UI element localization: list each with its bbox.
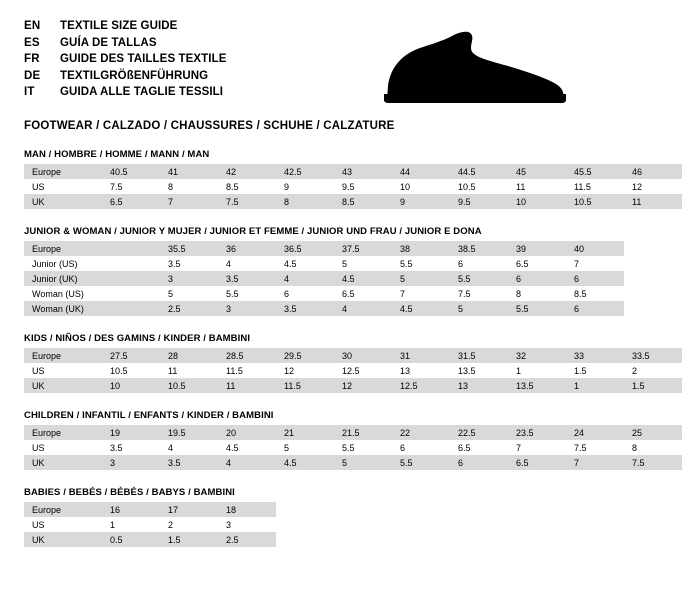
- size-cell: 25: [624, 425, 682, 440]
- size-cell: 4.5: [284, 258, 297, 269]
- row-label: UK: [24, 378, 102, 393]
- size-cell: 12.5: [392, 378, 450, 393]
- table-row: [24, 455, 682, 470]
- row-label: US: [32, 442, 45, 453]
- size-cell: 4.5: [276, 455, 334, 470]
- language-title: GUIDE DES TAILLES TEXTILE: [60, 53, 227, 65]
- table-row: [24, 241, 624, 256]
- size-cell: 27.5: [102, 348, 160, 363]
- size-cell: 7.5: [574, 442, 587, 453]
- table-row: [24, 425, 682, 440]
- size-cell: 5.5: [342, 442, 355, 453]
- size-table: [24, 164, 682, 209]
- size-cell: 12: [334, 378, 392, 393]
- row-label: Woman (UK): [24, 301, 102, 316]
- size-cell: 7.5: [110, 181, 123, 192]
- language-code: EN: [24, 20, 41, 32]
- size-cell: 28.5: [218, 348, 276, 363]
- size-cell: 8: [632, 442, 638, 453]
- size-cell: 1: [566, 378, 624, 393]
- row-label: Woman (US): [32, 288, 84, 299]
- size-cell: 8: [516, 288, 522, 299]
- size-cell: 22: [392, 425, 450, 440]
- table-row: [24, 301, 624, 316]
- table-row: [24, 179, 682, 194]
- size-cell: 7.5: [458, 288, 471, 299]
- size-cell: 11: [168, 365, 178, 376]
- size-cell: 6.5: [102, 194, 160, 209]
- size-cell: 8.5: [226, 181, 239, 192]
- document-header: [24, 18, 576, 106]
- size-cell: 5: [342, 258, 348, 269]
- size-cell: 20: [218, 425, 276, 440]
- size-cell: 3.5: [276, 301, 334, 316]
- size-cell: 8: [276, 194, 334, 209]
- row-label: Europe: [24, 164, 102, 179]
- size-cell: 44: [392, 164, 450, 179]
- size-cell: 11: [516, 181, 526, 192]
- size-cell: 9: [284, 181, 290, 192]
- size-cell: 40.5: [102, 164, 160, 179]
- size-group-title: CHILDREN / INFANTIL / ENFANTS / KINDER / BAMBINI: [24, 410, 274, 421]
- row-label: US: [32, 181, 45, 192]
- language-title: TEXTILGRÖßENFÜHRUNG: [60, 69, 209, 82]
- size-cell: 6.5: [516, 258, 529, 269]
- size-cell: 22.5: [450, 425, 508, 440]
- size-cell: 18: [218, 502, 276, 517]
- row-label: UK: [24, 455, 102, 470]
- table-row: [24, 378, 682, 393]
- size-cell: 43: [334, 164, 392, 179]
- size-cell: 21: [276, 425, 334, 440]
- size-cell: 5: [450, 301, 508, 316]
- size-cell: 45.5: [566, 164, 624, 179]
- size-cell: 3.5: [218, 271, 276, 286]
- size-cell: 5: [168, 288, 174, 299]
- row-label: Junior (UK): [24, 271, 102, 286]
- size-table: [24, 241, 624, 316]
- size-cell: 3: [226, 519, 232, 530]
- language-title: GUÍA DE TALLAS: [60, 36, 157, 49]
- size-table: [24, 348, 682, 393]
- size-cell: 6: [400, 442, 406, 453]
- size-cell: 38: [392, 241, 450, 256]
- size-cell: 36.5: [276, 241, 334, 256]
- size-cell: 8: [168, 181, 174, 192]
- size-cell: 5.5: [392, 455, 450, 470]
- size-cell: 6: [284, 288, 290, 299]
- size-cell: 42: [218, 164, 276, 179]
- size-cell: 7.5: [218, 194, 276, 209]
- language-code: ES: [24, 36, 40, 49]
- row-label: Europe: [24, 241, 102, 256]
- table-row: [24, 194, 682, 209]
- size-cell: 4.5: [392, 301, 450, 316]
- language-row: [24, 18, 227, 35]
- size-cell: 5: [284, 442, 290, 453]
- size-cell: 4: [218, 455, 276, 470]
- size-group: [24, 487, 576, 547]
- size-cell: 30: [334, 348, 392, 363]
- size-cell: 3: [160, 271, 218, 286]
- size-cell: 2: [168, 519, 174, 530]
- size-cell: 5.5: [450, 271, 508, 286]
- size-cell: 36: [218, 241, 276, 256]
- language-row: [24, 51, 227, 68]
- size-cell: 17: [160, 502, 218, 517]
- language-title: TEXTILE SIZE GUIDE: [60, 20, 178, 32]
- size-cell: 8.5: [334, 194, 392, 209]
- size-cell: 1.5: [160, 532, 218, 547]
- language-row: [24, 35, 227, 52]
- language-title-list: [24, 18, 227, 101]
- size-cell: 12.5: [342, 365, 360, 376]
- size-cell: 2.5: [218, 532, 276, 547]
- size-cell: 33: [566, 348, 624, 363]
- size-cell: 3.5: [160, 455, 218, 470]
- size-cell: 1: [516, 365, 522, 376]
- language-row: [24, 68, 227, 85]
- size-cell: 39: [508, 241, 566, 256]
- size-cell: 16: [102, 502, 160, 517]
- row-label: UK: [24, 194, 102, 209]
- table-row: [24, 532, 276, 547]
- size-cell: 8.5: [574, 288, 587, 299]
- size-cell: 32: [508, 348, 566, 363]
- size-cell: 40: [566, 241, 624, 256]
- table-row: [24, 440, 682, 455]
- size-table: [24, 502, 276, 547]
- table-row: [24, 256, 624, 271]
- size-cell: [102, 271, 160, 286]
- size-group: [24, 226, 587, 316]
- size-cell: 10.5: [566, 194, 624, 209]
- size-cell: 3: [218, 301, 276, 316]
- size-cell: 1.5: [624, 378, 682, 393]
- size-cell: 21.5: [334, 425, 392, 440]
- size-cell: 10: [508, 194, 566, 209]
- size-cell: 7.5: [624, 455, 682, 470]
- size-cell: 12: [632, 181, 643, 192]
- language-code: FR: [24, 53, 40, 65]
- size-cell: 6: [566, 271, 624, 286]
- size-cell: 24: [566, 425, 624, 440]
- size-cell: 19.5: [160, 425, 218, 440]
- row-label: Junior (US): [32, 258, 78, 269]
- size-cell: 23.5: [508, 425, 566, 440]
- size-cell: 6.5: [508, 455, 566, 470]
- size-cell: 9: [392, 194, 450, 209]
- size-cell: 13.5: [508, 378, 566, 393]
- size-cell: 10.5: [160, 378, 218, 393]
- size-cell: 9.5: [342, 181, 355, 192]
- size-group-title: BABIES / BEBÉS / BÉBÉS / BABYS / BAMBINI: [24, 487, 235, 498]
- table-row: [24, 363, 682, 378]
- size-cell: 11.5: [574, 181, 591, 192]
- size-cell: 0.5: [102, 532, 160, 547]
- row-label: Europe: [24, 348, 102, 363]
- size-cell: 4: [334, 301, 392, 316]
- size-cell: 5: [334, 455, 392, 470]
- language-code: IT: [24, 86, 35, 98]
- size-cell: 13: [400, 365, 411, 376]
- size-cell: 10.5: [110, 365, 128, 376]
- size-cell: [102, 241, 160, 256]
- size-cell: 10: [102, 378, 160, 393]
- size-group: [24, 149, 643, 209]
- size-cell: 41: [160, 164, 218, 179]
- size-cell: [102, 301, 160, 316]
- size-cell: 11: [624, 194, 682, 209]
- size-cell: 12: [284, 365, 295, 376]
- size-cell: 1: [110, 519, 116, 530]
- row-label: UK: [24, 532, 102, 547]
- size-cell: 5.5: [508, 301, 566, 316]
- language-row: [24, 84, 227, 101]
- size-cell: 35.5: [160, 241, 218, 256]
- size-cell: 9.5: [450, 194, 508, 209]
- size-cell: 11.5: [276, 378, 334, 393]
- size-cell: 37.5: [334, 241, 392, 256]
- size-cell: 7: [400, 288, 406, 299]
- size-cell: 6.5: [342, 288, 355, 299]
- table-row: [24, 164, 682, 179]
- size-cell: 11: [218, 378, 276, 393]
- size-cell: 6: [450, 455, 508, 470]
- size-cell: 7: [516, 442, 522, 453]
- size-cell: 1.5: [574, 365, 587, 376]
- table-row: [24, 271, 624, 286]
- size-cell: 19: [102, 425, 160, 440]
- row-label: US: [32, 519, 45, 530]
- size-cell: 2.5: [160, 301, 218, 316]
- size-cell: 11.5: [226, 365, 243, 376]
- size-cell: 7: [566, 455, 624, 470]
- row-label: US: [32, 365, 45, 376]
- size-group-title: KIDS / NIÑOS / DES GAMINS / KINDER / BAMBINI: [24, 333, 251, 344]
- row-label: Europe: [24, 425, 102, 440]
- size-cell: 3: [102, 455, 160, 470]
- size-cell: 45: [508, 164, 566, 179]
- size-group: [24, 410, 645, 470]
- size-cell: 2: [632, 365, 638, 376]
- table-row: [24, 286, 624, 301]
- size-cell: 5.5: [226, 288, 239, 299]
- language-code: DE: [24, 69, 41, 82]
- table-row: [24, 348, 682, 363]
- size-cell: 5.5: [400, 258, 413, 269]
- table-row: [24, 502, 276, 517]
- size-cell: 46: [624, 164, 682, 179]
- size-cell: 6.5: [458, 442, 471, 453]
- section-title: FOOTWEAR / CALZADO / CHAUSSURES / SCHUHE / CALZATURE: [24, 120, 395, 132]
- dress-shoe-icon: [380, 28, 570, 106]
- size-cell: 7: [160, 194, 218, 209]
- language-title: GUIDA ALLE TAGLIE TESSILI: [60, 86, 224, 98]
- size-cell: 6: [566, 301, 624, 316]
- size-cell: 31.5: [450, 348, 508, 363]
- row-label: Europe: [24, 502, 102, 517]
- size-cell: 28: [160, 348, 218, 363]
- size-cell: 38.5: [450, 241, 508, 256]
- size-cell: 33.5: [624, 348, 682, 363]
- size-cell: 13.5: [458, 365, 476, 376]
- size-cell: 4.5: [226, 442, 239, 453]
- size-cell: 42.5: [276, 164, 334, 179]
- size-cell: 3.5: [168, 258, 181, 269]
- size-cell: 4.5: [334, 271, 392, 286]
- size-cell: [102, 256, 160, 271]
- size-group-title: MAN / HOMBRE / HOMME / MANN / MAN: [24, 149, 210, 160]
- size-cell: 4: [168, 442, 174, 453]
- size-cell: 31: [392, 348, 450, 363]
- size-cell: 13: [450, 378, 508, 393]
- size-cell: 7: [574, 258, 580, 269]
- size-cell: [102, 286, 160, 301]
- size-cell: 4: [226, 258, 232, 269]
- size-cell: 5: [392, 271, 450, 286]
- size-tables-container: [24, 149, 650, 547]
- size-cell: 10.5: [458, 181, 476, 192]
- table-row: [24, 517, 276, 532]
- size-group-title: JUNIOR & WOMAN / JUNIOR Y MUJER / JUNIOR ET FEMME / JUNIOR UND FRAU / JUNIOR E DONA: [24, 226, 482, 237]
- size-cell: 6: [458, 258, 464, 269]
- size-cell: 10: [400, 181, 411, 192]
- size-group: [24, 333, 650, 393]
- size-cell: 29.5: [276, 348, 334, 363]
- size-cell: 44.5: [450, 164, 508, 179]
- size-cell: 4: [276, 271, 334, 286]
- size-cell: 6: [508, 271, 566, 286]
- size-table: [24, 425, 682, 470]
- size-cell: 3.5: [110, 442, 123, 453]
